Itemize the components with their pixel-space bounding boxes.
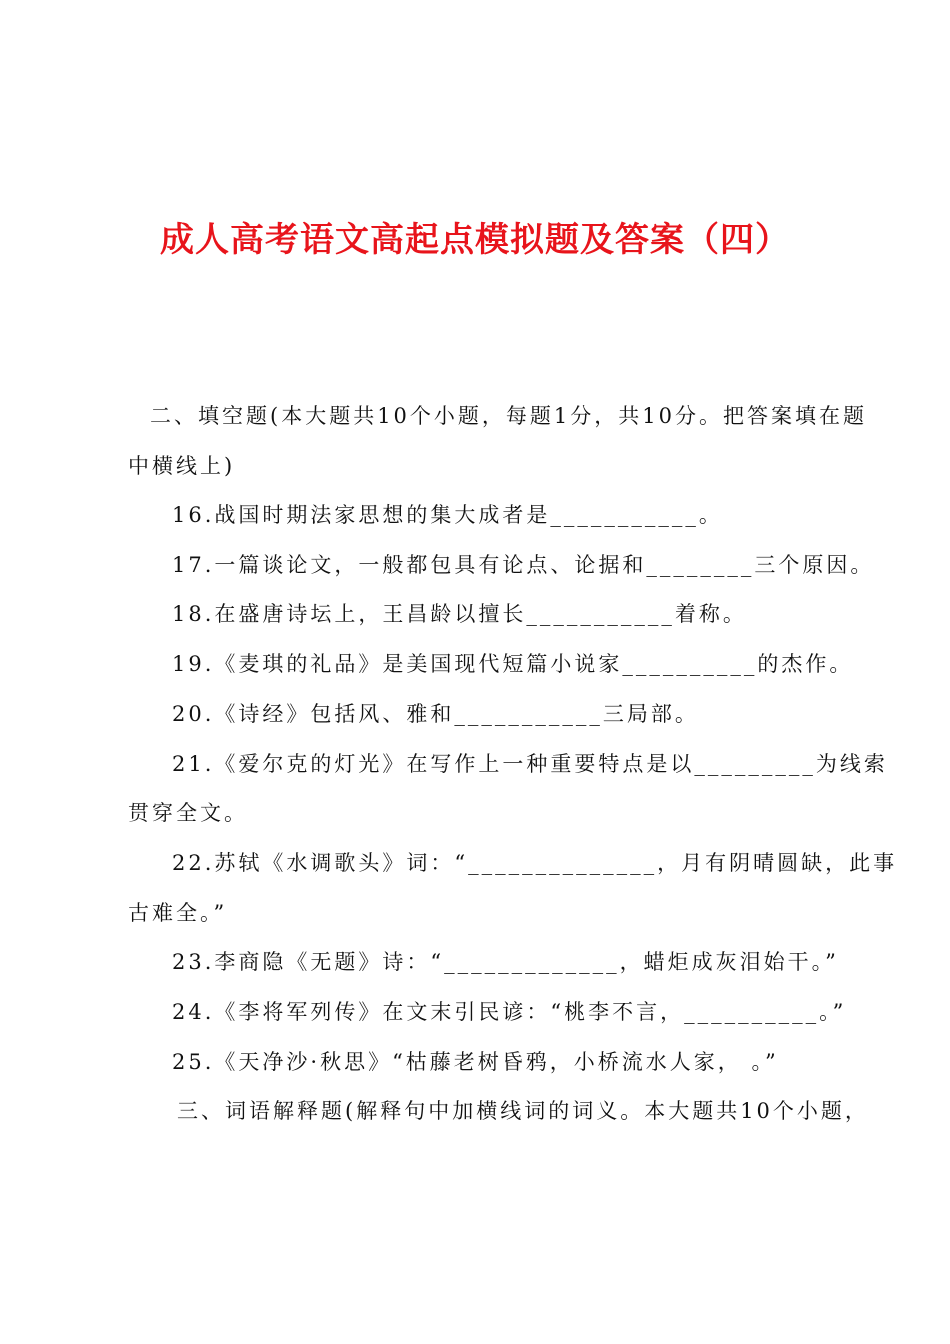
question-17: 17.一篇谈论文，一般都包具有论点、论据和________三个原因。 [172, 553, 875, 577]
question-22-line2: 古难全。” [128, 901, 228, 925]
question-23: 23.李商隐《无题》诗：“_____________，蜡炬成灰泪始干。” [172, 950, 839, 974]
document-title: 成人高考语文高起点模拟题及答案（四） [160, 220, 790, 260]
question-16: 16.战国时期法家思想的集大成者是___________。 [172, 503, 723, 527]
question-18: 18.在盛唐诗坛上，王昌龄以擅长___________着称。 [172, 602, 747, 626]
section2-heading-line2: 中横线上) [128, 454, 236, 478]
section3-heading-line1: 三、词语解释题(解释句中加横线词的词义。本大题共10个小题， [177, 1099, 869, 1123]
question-21-line1: 21.《爱尔克的灯光》在写作上一种重要特点是以_________为线索 [172, 752, 888, 776]
question-25: 25.《天净沙·秋思》“枯藤老树昏鸦，小桥流水人家， 。” [172, 1050, 779, 1074]
question-19: 19.《麦琪的礼品》是美国现代短篇小说家__________的杰作。 [172, 652, 854, 676]
question-21-line2: 贯穿全文。 [128, 801, 248, 825]
question-24: 24.《李将军列传》在文末引民谚：“桃李不言，__________。” [172, 1000, 847, 1024]
section2-heading-line1: 二、填空题(本大题共10个小题，每题1分，共10分。把答案填在题 [150, 404, 867, 428]
question-22-line1: 22.苏轼《水调歌头》词：“______________，月有阴晴圆缺，此事 [172, 851, 898, 875]
question-20: 20.《诗经》包括风、雅和___________三局部。 [172, 702, 699, 726]
